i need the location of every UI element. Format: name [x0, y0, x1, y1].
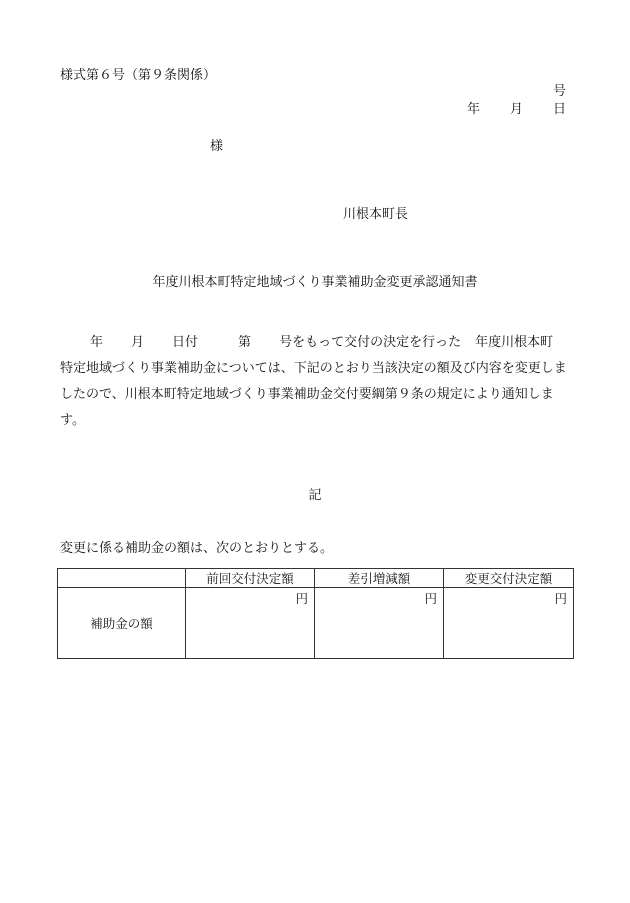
table-header-cell: 変更交付決定額 — [444, 569, 574, 588]
row-label: 補助金の額 — [58, 588, 186, 659]
body-decision: 号をもって交付の決定を行った — [279, 335, 462, 350]
body-number-prefix: 第 — [238, 335, 252, 350]
document-title: 年度川根本町特定地域づくり事業補助金変更承認通知書 — [152, 275, 478, 290]
amount-table — [57, 568, 574, 659]
body-month: 月 — [131, 335, 145, 350]
body-year: 年 — [90, 335, 104, 350]
document-number-label: 号 — [552, 84, 566, 99]
table-header-cell: 前回交付決定額 — [186, 569, 315, 588]
amount-difference: 円 — [315, 588, 444, 659]
sender: 川根本町長 — [343, 207, 409, 222]
ki-heading: 記 — [308, 488, 322, 503]
addressee: 様 — [210, 139, 224, 154]
date-year: 年 — [466, 102, 480, 117]
body-first-line — [60, 330, 572, 356]
form-label: 様式第６号（第９条関係） — [60, 68, 217, 83]
body-fiscal-year: 年度川根本町 — [475, 335, 554, 350]
amount-note: 変更に係る補助金の額は、次のとおりとする。 — [60, 541, 334, 556]
table-header-cell: 差引増減額 — [315, 569, 444, 588]
amount-changed: 円 — [444, 588, 574, 659]
body-rest: 特定地域づくり事業補助金については、下記のとおり当該決定の額及び内容を変更しましたので、川根本町特定地域づくり事業補助金交付要綱第９条の規定により通知します。 — [60, 361, 567, 428]
date-line — [467, 98, 566, 117]
table-header-row — [58, 569, 574, 588]
table-header-cell — [58, 569, 186, 588]
amount-previous: 円 — [186, 588, 315, 659]
date-day: 日 — [552, 102, 566, 117]
body-date-suffix: 日付 — [172, 335, 199, 350]
date-month: 月 — [509, 102, 523, 117]
table-row — [58, 588, 574, 659]
body-text — [60, 330, 572, 434]
